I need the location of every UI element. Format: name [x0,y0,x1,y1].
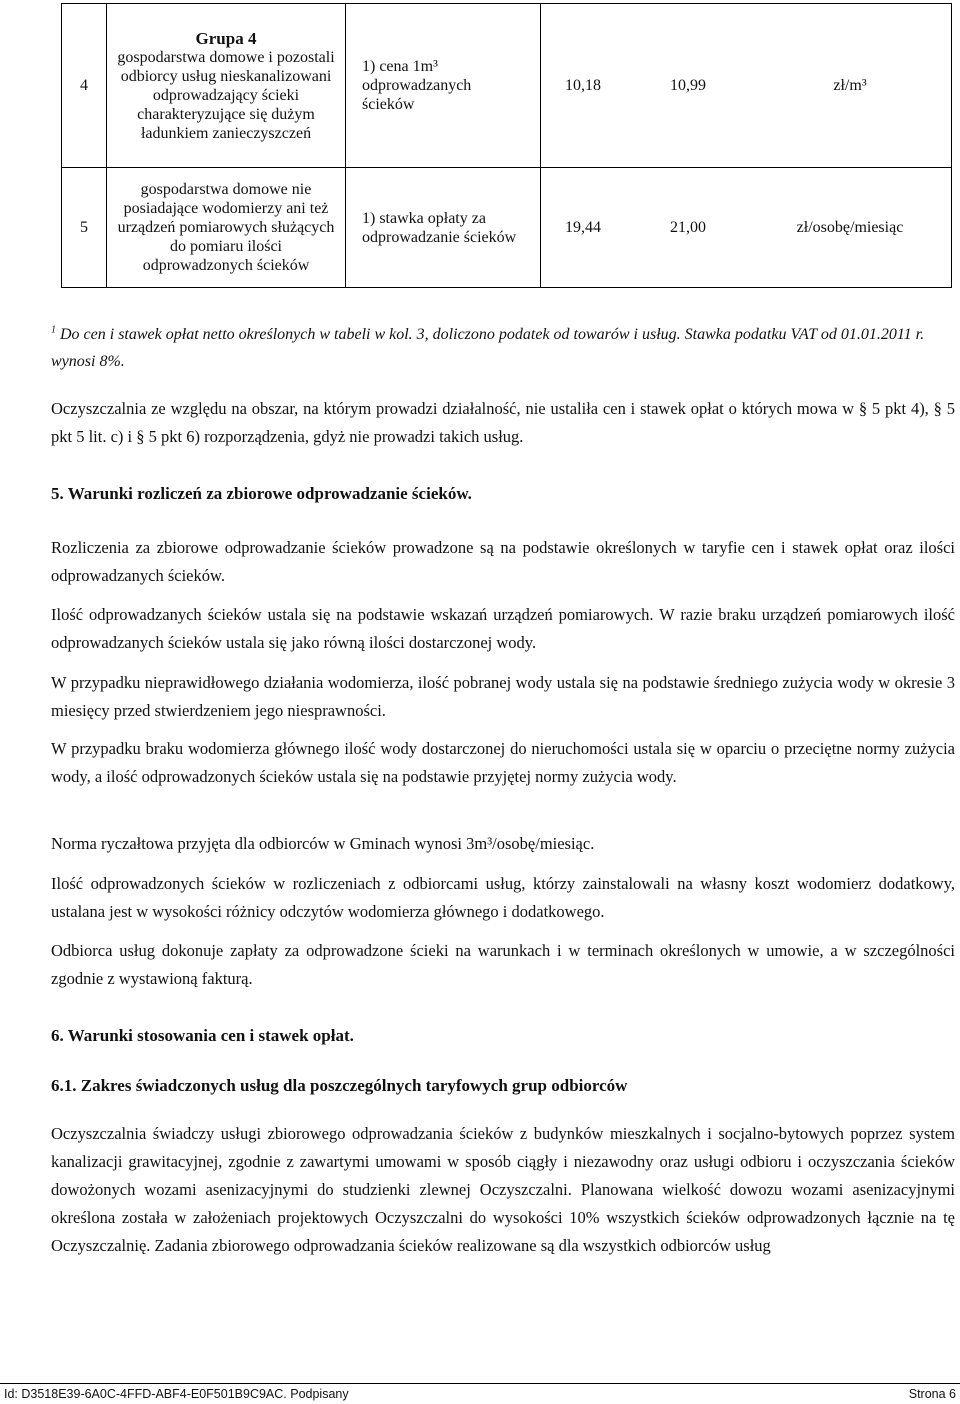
section-6-1-title: 6.1. Zakres świadczonych usług dla poszczególnych taryfowych grup odbiorców [51,1076,628,1095]
section-6-title: 6. Warunki stosowania cen i stawek opłat. [51,1026,354,1045]
paragraph-zaplata: Odbiorca usług dokonuje zapłaty za odprowadzone ścieki na warunkach i w terminach określonych w umowie, a w szczególności zgodnie z wystawioną fakturą. [51,941,955,988]
table-row [62,4,952,168]
price-gross: 10,99 [670,77,706,94]
document-id: Id: D3518E39-6A0C-4FFD-ABF4-E0F501B9C9AC. Podpisany [4,1387,349,1401]
page-number: Strona 6 [908,1387,956,1401]
paragraph-nieprawidlowe: W przypadku nieprawidłowego działania wodomierza, ilość pobranej wody ustala się na podstawie średniego zużycia wody w okresie 3 miesięcy przed stwierdzeniem jego niesprawności. [51,673,955,720]
section-5-title: 5. Warunki rozliczeń za zbiorowe odprowadzanie ścieków. [51,484,472,503]
group-description-text: gospodarstwa domowe i pozostali odbiorcy usług nieskanalizowani odprowadzający ścieki charakteryzujące się dużym ładunkiem zanieczyszczeń [117,48,335,142]
page-footer [0,1383,960,1404]
footnote [51,321,956,375]
price-gross: 21,00 [670,219,706,236]
group-description [107,168,346,288]
price-net: 10,18 [565,77,601,94]
price-unit: zł/osobę/miesiąc [796,219,904,236]
row-number: 4 [62,4,107,168]
price-values [541,76,951,95]
fee-type: 1) stawka opłaty za odprowadzanie ścieków [346,168,541,288]
price-values [541,218,951,237]
paragraph-rozliczenia: Rozliczenia za zbiorowe odprowadzanie ścieków prowadzone są na podstawie określonych w taryfie cen i stawek opłat oraz ilości odprowadzanych ścieków. [51,538,955,585]
paragraph-zakres-uslug: Oczyszczalnia świadczy usługi zbiorowego odprowadzania ścieków z budynków mieszkalnych i socjalno-bytowych poprzez system kanalizacji grawitacyjnej, zgodnie z zawartymi umowami w sposób ciągły i niezawodny oraz usługi odbioru i oczyszczania ścieków dowożonych wozami asenizacyjnymi do studzienki zlewnej Oczyszczalni. Planowana wielkość dowozu wozami asenizacyjnymi określona została w założeniach projektowych Oczyszczalni do wysokości 10% wszystkich ścieków odprowadzonych łącznie na tę Oczyszczalnię. Zadania zbiorowego odprowadzania ścieków realizowane są dla wszystkich odbiorców usług [51,1124,955,1255]
price-cell [541,4,952,168]
paragraph-wodomierz-dodatkowy: Ilość odprowadzonych ścieków w rozliczeniach z odbiorcami usług, którzy zainstalowali na własny koszt wodomierz dodatkowy, ustalana jest w wysokości różnicy odczytów wodomierza głównego i dodatkowego. [51,874,955,921]
price-cell [541,168,952,288]
paragraph-ilosc: Ilość odprowadzanych ścieków ustala się na podstawie wskazań urządzeń pomiarowych. W razie braku urządzeń pomiarowych ilość odprowadzanych ścieków ustala się jako równą ilości dostarczonej wody. [51,605,955,652]
group-description [107,4,346,168]
group-description-text: gospodarstwa domowe nie posiadające wodomierzy ani też urządzeń pomiarowych służących do pomiaru ilości odprowadzonych ścieków [117,181,335,274]
paragraph-brak-wodomierza: W przypadku braku wodomierza głównego ilość wody dostarczonej do nieruchomości ustala się w oparciu o przeciętne normy zużycia wody, a ilość odprowadzonych ścieków ustala się na podstawie przyjętej normy zużycia wody. [51,739,955,786]
footnote-text: Do cen i stawek opłat netto określonych w tabeli w kol. 3, doliczono podatek od towarów i usług. Stawka podatku VAT od 01.01.2011 r. wynosi 8%. [51,326,925,370]
price-net: 19,44 [565,219,601,236]
fee-type: 1) cena 1m³ odprowadzanych ścieków [346,4,541,168]
footnote-marker: 1 [51,324,56,336]
group-title: Grupa 4 [195,28,257,48]
paragraph-norma: Norma ryczałtowa przyjęta dla odbiorców w Gminach wynosi 3m³/osobę/miesiąc. [51,834,595,853]
paragraph-oczyszczalnia: Oczyszczalnia ze względu na obszar, na którym prowadzi działalność, nie ustaliła cen i stawek opłat o których mowa w § 5 pkt 4), § 5 pkt 5 lit. c) i § 5 pkt 6) rozporządzenia, gdyż nie prowadzi takich usług. [51,399,955,446]
price-unit: zł/m³ [833,77,867,94]
table-row [62,168,952,288]
tariff-table [61,3,952,288]
row-number: 5 [62,168,107,288]
